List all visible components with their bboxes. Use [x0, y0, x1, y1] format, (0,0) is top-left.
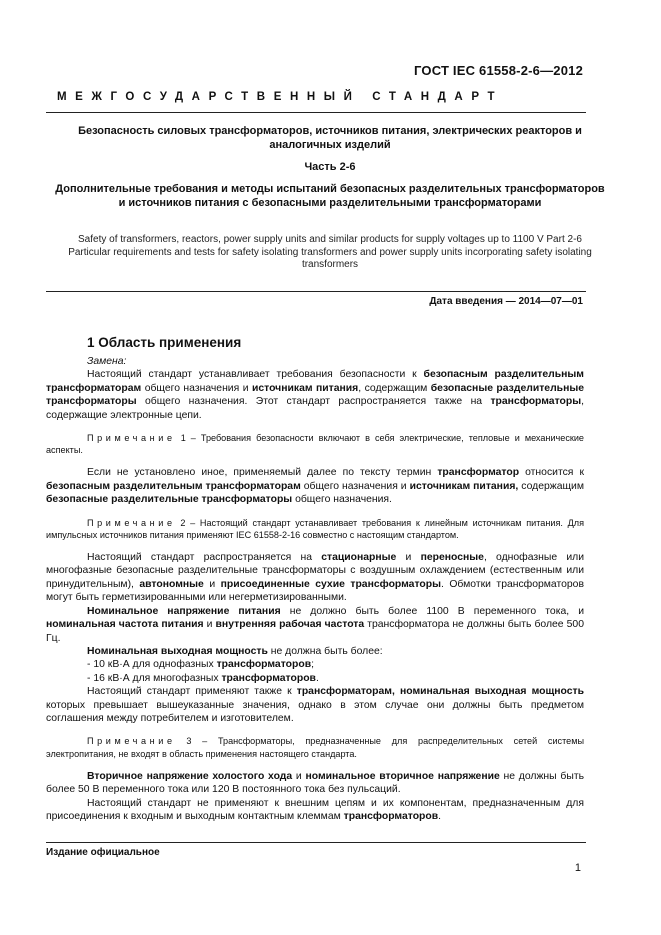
document-part: Часть 2-6 [304, 161, 356, 173]
paragraph-higher-power: Настоящий стандарт применяют также к трансформаторам, номинальная выходная мощность которых превышает вышеуказанные значения, однако в этом случае они должны быть предметом соглашения между потребителем и изготовителем. [46, 686, 584, 724]
document-subtitle: Дополнительные требования и методы испытаний безопасных разделительных трансформаторов и источников питания с безопасными разделительными трансформаторами [55, 183, 605, 209]
note-1: Примечание 1 – Требования безопасности включают в себя электрические, тепловые и механические аспекты. [46, 433, 584, 456]
english-title [55, 234, 605, 272]
paragraph-scope: Настоящий стандарт устанавливает требования безопасности к безопасным разделительным трансформаторам общего назначения и источникам питания, содержащим безопасные разделительные трансформаторы общего назначения. Этот стандарт распространяется также на трансформаторы, содержащие электронные цепи. [46, 369, 584, 421]
paragraph-external-circuits: Настоящий стандарт не применяют к внешним цепям и их компонентам, предназначенным для присоединения к входным и выходным контактным клеммам трансформаторов. [46, 797, 584, 822]
replacement-label: Замена: [87, 356, 127, 367]
edition-label: Издание официальное [46, 847, 160, 858]
document-number: ГОСТ IEC 61558-2-6—2012 [414, 63, 583, 78]
list-item: - 16 кВ·А для многофазных трансформаторов. [87, 672, 319, 684]
header-divider [46, 112, 586, 113]
footer-divider [46, 842, 586, 843]
paragraph-secondary-voltage: Вторичное напряжение холостого хода и номинальное вторичное напряжение не должны быть более 50 В переменного тока или 120 В постоянного тока без пульсаций. [46, 770, 584, 796]
paragraph-voltage: Номинальное напряжение питания не должно быть более 1100 В переменного тока, и номинальная частота питания и внутренняя рабочая частота трансформатора не должны быть более 500 Гц. [46, 605, 584, 644]
page-number: 1 [574, 862, 581, 874]
introduction-date: Дата введения — 2014—07—01 [429, 296, 583, 307]
note-2: Примечание 2 – Настоящий стандарт устанавливает требования к линейным источникам питания. Для импульсных источников питания применяют IEC 61558-2-16 совместно с настоящим стандартом. [46, 517, 584, 540]
paragraph-applicability: Настоящий стандарт распространяется на стационарные и переносные, однофазные или многофазные безопасные разделительные трансформаторы с воздушным охлаждением (естественным или принудительным), автономные и присоединенные сухие трансформаторы. Обмотки трансформаторов могут быть герметизированными или негерметизированными. [46, 552, 584, 604]
title-divider [46, 291, 586, 292]
english-title-line-2: Particular requirements and tests for safety isolating transformers and power supply units incorporating safety isolating transformers [68, 246, 592, 270]
paragraph-power: Номинальная выходная мощность не должна быть более: [87, 645, 383, 657]
paragraph-term: Если не установлено иное, применяемый далее по тексту термин трансформатор относится к безопасным разделительным трансформаторам общего назначения и источникам питания, содержащим безопасные разделительные трансформаторы общего назначения. [46, 467, 585, 506]
section-title: 1 Область применения [87, 335, 242, 350]
standard-type-heading: МЕЖГОСУДАРСТВЕННЫЙ СТАНДАРТ [57, 91, 504, 103]
english-title-line-1: Safety of transformers, reactors, power supply units and similar products for supply voltages up to 1100 V Part 2-6 [78, 234, 582, 245]
note-3: Примечание 3 – Трансформаторы, предназначенные для распределительных сетей системы электропитания, не входят в область применения настоящего стандарта. [46, 736, 584, 759]
list-item: - 10 кВ·А для однофазных трансформаторов; [87, 659, 314, 671]
document-title: Безопасность силовых трансформаторов, источников питания, электрических реакторов и аналогичных изделий [78, 125, 582, 151]
section-body [46, 355, 584, 823]
